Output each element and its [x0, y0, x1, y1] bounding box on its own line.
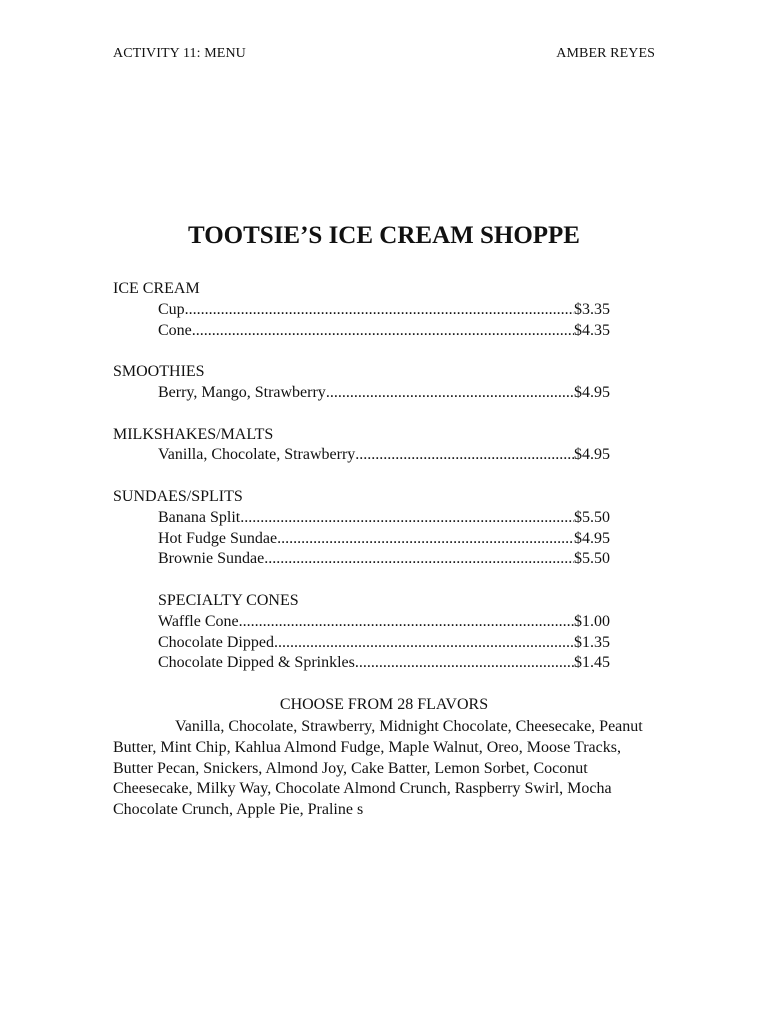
item-name: Chocolate Dipped & Sprinkles	[158, 654, 355, 672]
menu-item-smoothie	[113, 383, 610, 404]
item-name: Cup	[158, 300, 185, 318]
item-name: Berry, Mango, Strawberry	[158, 383, 326, 401]
item-price: $4.95	[574, 383, 610, 401]
item-name: Brownie Sundae	[158, 550, 265, 568]
dot-leader	[185, 300, 574, 321]
spacer	[113, 570, 610, 591]
dot-leader	[239, 612, 574, 633]
section-title-smoothies: SMOOTHIES	[113, 363, 205, 381]
dot-leader	[326, 383, 574, 404]
menu-item-brownie-sundae	[113, 549, 610, 570]
section-title-sundaes: SUNDAES/SPLITS	[113, 487, 243, 505]
spacer	[113, 466, 610, 487]
menu-item-banana-split	[113, 508, 610, 529]
menu-item-hot-fudge-sundae	[113, 529, 610, 550]
item-name: Chocolate Dipped	[158, 633, 274, 651]
flavors-heading: CHOOSE FROM 28 FLAVORS	[279, 696, 489, 713]
author-name: AMBER REYES	[556, 46, 655, 61]
item-price: $1.00	[574, 612, 610, 630]
dot-leader	[355, 653, 574, 674]
item-name: Vanilla, Chocolate, Strawberry	[158, 446, 356, 464]
item-price: $5.50	[574, 550, 610, 568]
spacer	[113, 341, 610, 362]
dot-leader	[277, 529, 574, 550]
item-price: $3.35	[574, 300, 610, 318]
item-name: Banana Split	[158, 508, 241, 526]
section-title-specialty-cones: SPECIALTY CONES	[158, 591, 299, 609]
menu-list	[113, 279, 610, 674]
item-price: $1.35	[574, 633, 610, 651]
shop-title: TOOTSIE’S ICE CREAM SHOPPE	[188, 222, 580, 249]
menu-item-waffle-cone	[113, 612, 610, 633]
flavors-list: Vanilla, Chocolate, Strawberry, Midnight Chocolate, Cheesecake, Peanut Butter, Mint Chip, Kahlua Almond Fudge, Maple Walnut, Oreo, Moose Tracks, Butter Pecan, Snickers, Almond Joy, Cake Batter, Lemon Sorbet, Coconut Cheesecake, Milky Way, Chocolate Almond Crunch, Raspberry Swirl, Mocha Chocolate Crunch, Apple Pie, Praline s	[113, 718, 643, 819]
spacer	[113, 404, 610, 425]
menu-item-cup	[113, 300, 610, 321]
menu-item-milkshake	[113, 445, 610, 466]
item-price: $4.95	[574, 529, 610, 547]
item-price: $5.50	[574, 508, 610, 526]
section-title-ice-cream: ICE CREAM	[113, 280, 200, 297]
page-header	[113, 46, 655, 62]
dot-leader	[274, 633, 574, 654]
dot-leader	[192, 321, 574, 342]
item-name: Waffle Cone	[158, 612, 239, 630]
item-price: $4.95	[574, 446, 610, 464]
item-price: $4.35	[574, 321, 610, 339]
activity-label: ACTIVITY 11: MENU	[113, 46, 246, 61]
dot-leader	[240, 508, 574, 529]
dot-leader	[355, 445, 574, 466]
section-title-milkshakes: MILKSHAKES/MALTS	[113, 425, 274, 443]
menu-item-cone	[113, 321, 610, 342]
item-name: Cone	[158, 321, 192, 339]
menu-item-chocolate-dipped-sprinkles	[113, 653, 610, 674]
item-price: $1.45	[574, 654, 610, 672]
dot-leader	[264, 549, 574, 570]
menu-item-chocolate-dipped	[113, 633, 610, 654]
item-name: Hot Fudge Sundae	[158, 529, 278, 547]
